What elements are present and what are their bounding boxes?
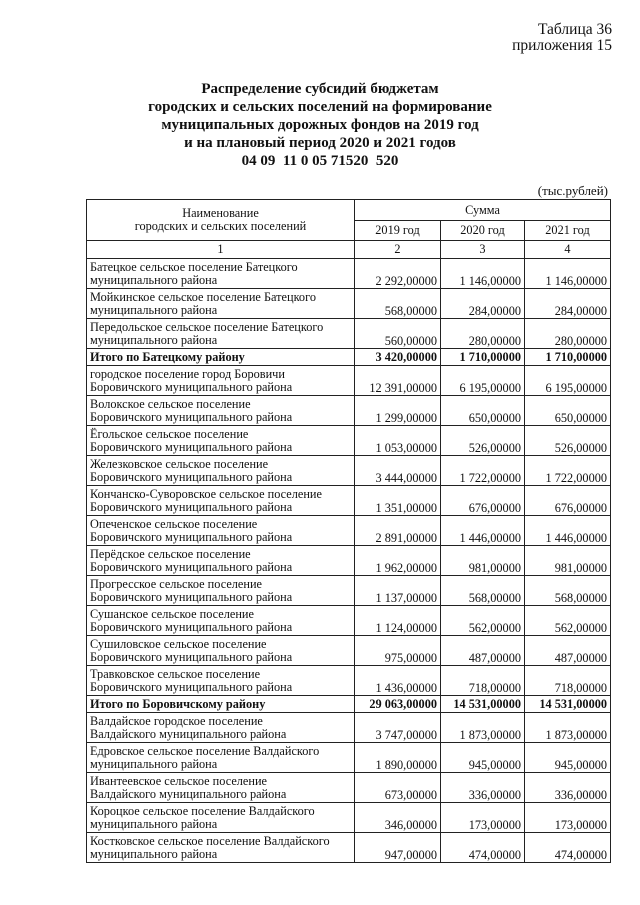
table-body bbox=[87, 259, 611, 863]
budget-code: 04 09 11 0 05 71520 520 bbox=[241, 153, 399, 169]
settlement-name: Валдайское городское поселение Валдайского муниципального района bbox=[87, 713, 355, 743]
table-row bbox=[87, 576, 611, 606]
settlement-name: Прогресское сельское поселение Боровичского муниципального района bbox=[87, 576, 355, 606]
amount-2019: 346,00000 bbox=[355, 803, 441, 833]
amount-2021: 6 195,00000 bbox=[525, 366, 611, 396]
amount-2019: 3 420,00000 bbox=[355, 349, 441, 366]
column-number: 4 bbox=[525, 241, 611, 259]
settlement-name: Опеченское сельское поселение Боровичского муниципального района bbox=[87, 516, 355, 546]
table-reference bbox=[512, 22, 612, 54]
table-row bbox=[87, 366, 611, 396]
amount-2019: 1 299,00000 bbox=[355, 396, 441, 426]
amount-2019: 1 890,00000 bbox=[355, 743, 441, 773]
amount-2020: 173,00000 bbox=[441, 803, 525, 833]
amount-2019: 568,00000 bbox=[355, 289, 441, 319]
table-row bbox=[87, 426, 611, 456]
amount-2019: 1 053,00000 bbox=[355, 426, 441, 456]
table-row bbox=[87, 396, 611, 426]
amount-2019: 560,00000 bbox=[355, 319, 441, 349]
table-row bbox=[87, 606, 611, 636]
amount-2020: 336,00000 bbox=[441, 773, 525, 803]
column-number: 1 bbox=[87, 241, 355, 259]
table-number: Таблица 36 bbox=[537, 21, 612, 38]
settlement-name: Сушиловское сельское поселение Боровичского муниципального района bbox=[87, 636, 355, 666]
amount-2019: 975,00000 bbox=[355, 636, 441, 666]
year-2020-header: 2020 год bbox=[441, 221, 525, 241]
amount-2021: 14 531,00000 bbox=[525, 696, 611, 713]
amount-2020: 562,00000 bbox=[441, 606, 525, 636]
table-row bbox=[87, 516, 611, 546]
settlement-name: городское поселение город Боровичи Боровичского муниципального района bbox=[87, 366, 355, 396]
amount-2020: 1 873,00000 bbox=[441, 713, 525, 743]
settlement-name: Батецкое сельское поселение Батецкого муниципального района bbox=[87, 259, 355, 289]
amount-2021: 1 446,00000 bbox=[525, 516, 611, 546]
title-line-1: Распределение субсидий бюджетам bbox=[201, 81, 439, 97]
settlement-name: Костковское сельское поселение Валдайского муниципального района bbox=[87, 833, 355, 863]
total-label: Итого по Боровичскому району bbox=[87, 696, 355, 713]
settlement-name: Передольское сельское поселение Батецкого муниципального района bbox=[87, 319, 355, 349]
amount-2020: 474,00000 bbox=[441, 833, 525, 863]
column-number: 2 bbox=[355, 241, 441, 259]
year-2021-header: 2021 год bbox=[525, 221, 611, 241]
column-number-row bbox=[87, 241, 611, 259]
amount-2019: 12 391,00000 bbox=[355, 366, 441, 396]
amount-2019: 1 962,00000 bbox=[355, 546, 441, 576]
amount-2020: 568,00000 bbox=[441, 576, 525, 606]
amount-2021: 526,00000 bbox=[525, 426, 611, 456]
amount-2021: 474,00000 bbox=[525, 833, 611, 863]
amount-2020: 676,00000 bbox=[441, 486, 525, 516]
settlement-name: Волокское сельское поселение Боровичского муниципального района bbox=[87, 396, 355, 426]
settlement-name: Кончанско-Суворовское сельское поселение Боровичского муниципального района bbox=[87, 486, 355, 516]
sum-column-header: Сумма bbox=[355, 200, 611, 221]
table-row bbox=[87, 833, 611, 863]
total-label: Итого по Батецкому району bbox=[87, 349, 355, 366]
amount-2021: 284,00000 bbox=[525, 289, 611, 319]
amount-2019: 1 124,00000 bbox=[355, 606, 441, 636]
total-row bbox=[87, 696, 611, 713]
amount-2021: 650,00000 bbox=[525, 396, 611, 426]
settlement-name: Травковское сельское поселение Боровичского муниципального района bbox=[87, 666, 355, 696]
year-2019-header: 2019 год bbox=[355, 221, 441, 241]
amount-2021: 981,00000 bbox=[525, 546, 611, 576]
amount-2020: 650,00000 bbox=[441, 396, 525, 426]
settlement-name: Короцкое сельское поселение Валдайского муниципального района bbox=[87, 803, 355, 833]
settlement-name: Железковское сельское поселение Боровичского муниципального района bbox=[87, 456, 355, 486]
amount-2019: 947,00000 bbox=[355, 833, 441, 863]
amount-2020: 1 710,00000 bbox=[441, 349, 525, 366]
amount-2021: 562,00000 bbox=[525, 606, 611, 636]
table-row bbox=[87, 803, 611, 833]
table-row bbox=[87, 636, 611, 666]
amount-2020: 981,00000 bbox=[441, 546, 525, 576]
title-line-2: городских и сельских поселений на формирование bbox=[148, 99, 492, 115]
table-row bbox=[87, 259, 611, 289]
table-row bbox=[87, 546, 611, 576]
amount-2021: 718,00000 bbox=[525, 666, 611, 696]
total-row bbox=[87, 349, 611, 366]
table-row bbox=[87, 486, 611, 516]
settlement-name: Ивантеевское сельское поселение Валдайского муниципального района bbox=[87, 773, 355, 803]
amount-2021: 487,00000 bbox=[525, 636, 611, 666]
appendix-number: приложения 15 bbox=[512, 37, 612, 54]
amount-2021: 945,00000 bbox=[525, 743, 611, 773]
amount-2020: 526,00000 bbox=[441, 426, 525, 456]
amount-2021: 1 710,00000 bbox=[525, 349, 611, 366]
table-row bbox=[87, 289, 611, 319]
title-line-3: муниципальных дорожных фондов на 2019 год bbox=[161, 117, 479, 133]
table-row bbox=[87, 743, 611, 773]
amount-2019: 673,00000 bbox=[355, 773, 441, 803]
settlement-name: Мойкинское сельское поселение Батецкого муниципального района bbox=[87, 289, 355, 319]
amount-2020: 14 531,00000 bbox=[441, 696, 525, 713]
amount-2021: 1 722,00000 bbox=[525, 456, 611, 486]
table-row bbox=[87, 773, 611, 803]
amount-2020: 1 146,00000 bbox=[441, 259, 525, 289]
amount-2020: 945,00000 bbox=[441, 743, 525, 773]
amount-2020: 280,00000 bbox=[441, 319, 525, 349]
amount-2019: 2 292,00000 bbox=[355, 259, 441, 289]
units-label: (тыс.рублей) bbox=[537, 183, 608, 198]
subsidy-table bbox=[86, 199, 611, 863]
amount-2020: 1 722,00000 bbox=[441, 456, 525, 486]
amount-2021: 280,00000 bbox=[525, 319, 611, 349]
amount-2021: 173,00000 bbox=[525, 803, 611, 833]
amount-2021: 1 146,00000 bbox=[525, 259, 611, 289]
amount-2020: 1 446,00000 bbox=[441, 516, 525, 546]
table-row bbox=[87, 456, 611, 486]
table-row bbox=[87, 319, 611, 349]
settlement-name: Перёдское сельское поселение Боровичского муниципального района bbox=[87, 546, 355, 576]
amount-2019: 3 747,00000 bbox=[355, 713, 441, 743]
amount-2019: 29 063,00000 bbox=[355, 696, 441, 713]
title-line-4: и на плановый период 2020 и 2021 годов bbox=[184, 135, 456, 151]
settlement-name: Ёгольское сельское поселение Боровичского муниципального района bbox=[87, 426, 355, 456]
settlement-name: Едровское сельское поселение Валдайского муниципального района bbox=[87, 743, 355, 773]
amount-2019: 2 891,00000 bbox=[355, 516, 441, 546]
amount-2019: 1 436,00000 bbox=[355, 666, 441, 696]
amount-2020: 284,00000 bbox=[441, 289, 525, 319]
document-title bbox=[0, 80, 640, 170]
amount-2019: 3 444,00000 bbox=[355, 456, 441, 486]
amount-2019: 1 137,00000 bbox=[355, 576, 441, 606]
amount-2021: 676,00000 bbox=[525, 486, 611, 516]
table-row bbox=[87, 666, 611, 696]
column-number: 3 bbox=[441, 241, 525, 259]
amount-2020: 718,00000 bbox=[441, 666, 525, 696]
amount-2021: 568,00000 bbox=[525, 576, 611, 606]
amount-2021: 336,00000 bbox=[525, 773, 611, 803]
amount-2020: 6 195,00000 bbox=[441, 366, 525, 396]
settlement-name: Сушанское сельское поселение Боровичского муниципального района bbox=[87, 606, 355, 636]
name-column-header: Наименование городских и сельских поселений bbox=[87, 200, 355, 241]
table-row bbox=[87, 713, 611, 743]
amount-2021: 1 873,00000 bbox=[525, 713, 611, 743]
amount-2020: 487,00000 bbox=[441, 636, 525, 666]
amount-2019: 1 351,00000 bbox=[355, 486, 441, 516]
